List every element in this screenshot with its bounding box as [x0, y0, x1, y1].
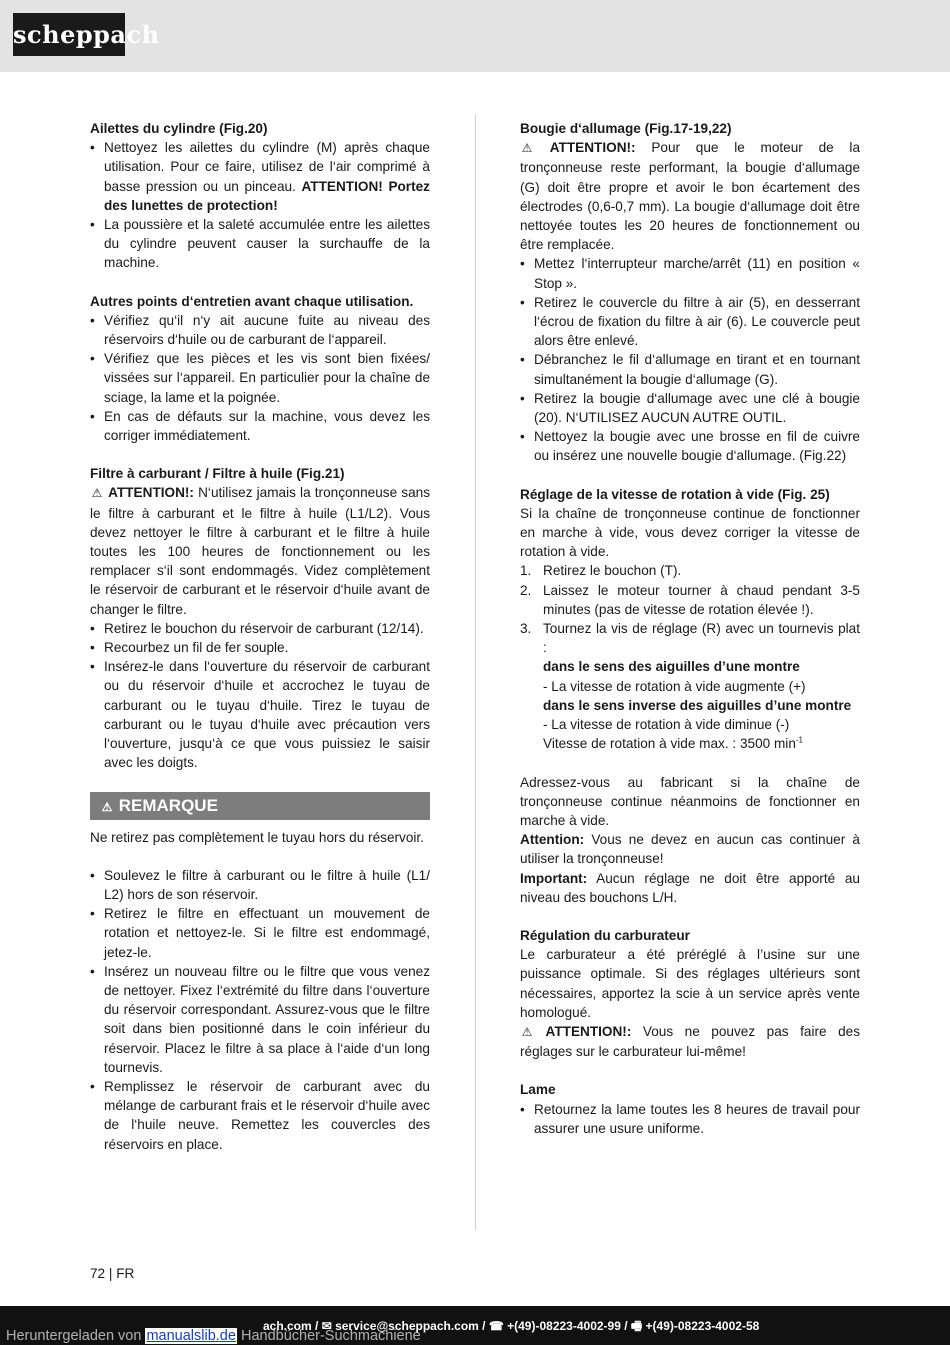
max-idle-speed-unit-exponent: -1 [795, 735, 804, 745]
warning-label: ATTENTION!: [549, 140, 636, 156]
list-item: • En cas de défauts sur la machine, vous devez les corriger immédiatement. [90, 407, 430, 445]
list-item: • La poussière et la saleté accumulée entre les ailettes du cylindre peuvent causer la surchauffe de la machine. [90, 215, 430, 273]
important-text: Aucun réglage ne doit être apporté au niveau des bouchons L/H. [520, 870, 860, 905]
list-item: • Nettoyez la bougie avec une brosse en fil de cuivre ou insérez une nouvelle bougie d‘allumage. (Fig.22) [520, 427, 860, 465]
max-idle-speed [520, 734, 860, 753]
list-item-text: Nettoyez les ailettes du cylindre (M) après chaque utilisation. Pour ce faire, utilisez de l‘air comprimé à basse pression ou un pinceau. [104, 140, 430, 194]
page-number-value: 72 [90, 1266, 106, 1281]
warning-triangle-icon: ⚠ [521, 1024, 533, 1039]
list-item: • Vérifiez que les pièces et les vis sont bien fixées/ vissées sur l‘appareil. En particulier pour la chaîne de sciage, la lame et la poignée. [90, 349, 430, 407]
important-label: Important: [520, 870, 588, 886]
remark-paragraph: Ne retirez pas complètement le tuyau hors du réservoir. [90, 829, 424, 845]
warning-triangle-icon: ⚠ [91, 486, 103, 501]
step-number: 1. [520, 563, 532, 579]
list-item: • Vérifiez qu‘il n‘y ait aucune fuite au niveau des réservoirs d‘huile ou de carburant de l‘appareil. [90, 311, 430, 349]
filter-paragraph [90, 483, 430, 618]
step-text: Laissez le moteur tourner à chaud pendant 3-5 minutes (pas de vitesse de rotation élevée !). [543, 582, 860, 617]
idle-speed-paragraph: Si la chaîne de tronçonneuse continue de fonctionner en marche à vide, vous devez corriger la vitesse de rotation à vide. [520, 505, 860, 560]
attention-text: Vous ne devez en aucun cas continuer à utiliser la tronçonneuse! [520, 832, 860, 867]
list-item: • Mettez l‘interrupteur marche/arrêt (11) en position « Stop ». [520, 254, 860, 292]
important-paragraph [520, 869, 860, 907]
step-text: Tournez la vis de réglage (R) avec un tournevis plat : [543, 621, 860, 656]
spark-plug-list [520, 254, 860, 465]
remark-title: REMARQUE [118, 795, 218, 815]
list-item: • Retirez le couvercle du filtre à air (5), en desserrant l‘écrou de fixation du filtre à air (6). Le couvercle peut alors être enlevé. [520, 293, 860, 351]
watermark-prefix: Heruntergeladen von [6, 1328, 146, 1344]
clockwise-label: dans le sens des aiguilles d’une montre [543, 659, 800, 675]
carburetor-paragraph: Le carburateur a été préréglé à l’usine sur une puissance optimale. Si des réglages ultérieurs sont nécessaires, apportez la scie à un service après vente homologué. [520, 947, 860, 1020]
spark-plug-paragraph [520, 138, 860, 254]
column-divider [475, 115, 476, 1230]
step-number: 2. [520, 582, 532, 598]
step-item [520, 619, 860, 657]
counterclockwise-label: dans le sens inverse des aiguilles d’une montre [543, 697, 852, 713]
section-title-filter: Filtre à carburant / Filtre à huile (Fig.21) [90, 466, 345, 482]
left-column [90, 119, 430, 1154]
clockwise-text: - La vitesse de rotation à vide augmente (+) [543, 678, 806, 694]
filter-list [90, 619, 430, 773]
right-column [520, 119, 860, 1138]
footer-bar [0, 1306, 950, 1345]
language-code: FR [116, 1266, 135, 1281]
max-idle-speed-text: Vitesse de rotation à vide max. : 3500 min [543, 736, 796, 752]
header-bar [0, 0, 950, 72]
step-item [520, 561, 860, 580]
list-item: • Recourbez un fil de fer souple. [90, 638, 430, 657]
paragraph-text: Pour que le moteur de la tronçonneuse reste performant, la bougie d‘allumage (G) doit être propre et avoir le bon écartement des électrodes (0,6-0,7 mm). La bougie d‘allumage doit être nettoyée toutes les 20 heures de fonctionnement ou être remplacée. [520, 140, 861, 253]
carburetor-warning [520, 1022, 860, 1061]
step-item [520, 581, 860, 619]
counterclockwise-text: - La vitesse de rotation à vide diminue (-) [543, 717, 790, 733]
section-title-blade: Lame [520, 1082, 556, 1098]
section-title-maintenance: Autres points d‘entretien avant chaque utilisation. [90, 293, 414, 309]
warning-text: Vous ne pouvez pas faire des réglages sur le carburateur lui-même! [520, 1023, 860, 1060]
list-item: • Soulevez le filtre à carburant ou le filtre à huile (L1/ L2) hors de son réservoir. [90, 866, 430, 904]
remark-banner [90, 792, 430, 820]
maintenance-list [90, 311, 430, 445]
section-title-spark-plug: Bougie d‘allumage (Fig.17-19,22) [520, 121, 732, 136]
remark-list [90, 866, 430, 1154]
section-title-idle-speed: Réglage de la vitesse de rotation à vide (Fig. 25) [520, 486, 830, 502]
download-watermark [6, 1328, 421, 1344]
manufacturer-paragraph: Adressez-vous au fabricant si la chaîne de tronçonneuse continue néanmoins de fonctionner en marche à vide. [520, 774, 860, 828]
warning-text: ATTENTION! Portez des lunettes de protection! [104, 178, 430, 213]
manualslib-link[interactable]: manualslib.de [146, 1328, 236, 1344]
section-title-carburetor: Régulation du carburateur [520, 927, 690, 943]
list-item: • Remplissez le réservoir de carburant avec du mélange de carburant frais et le réservoir d‘huile avec de l‘huile neuve. Remettez les couvercles des réservoirs en place. [90, 1077, 430, 1154]
page-number: 72 | FR [90, 1266, 135, 1281]
attention-paragraph [520, 830, 860, 868]
warning-label: ATTENTION!: [108, 485, 194, 501]
paragraph-text: N‘utilisez jamais la tronçonneuse sans le filtre à carburant et le filtre à huile (L1/L2). Vous devez nettoyer le filtre à carburant et le filtre à huile toutes les 100 heures de fonctionnement ou les remplacer s‘il sont endommagés. Videz complètement le réservoir de carburant et le réservoir d‘huile avant de changer le filtre. [90, 485, 430, 617]
warning-triangle-icon: ⚠ [101, 799, 113, 814]
list-item: • Insérez-le dans l‘ouverture du réservoir de carburant ou du réservoir d‘huile et accrochez le tuyau de carburant ou le tuyau d‘huile. Tirez le tuyau de carburant ou le tuyau d‘huile avec précaution vers l‘ouverture, jusqu‘à ce que vous puissiez le saisir avec les doigts. [90, 657, 430, 772]
step-text: Retirez le bouchon (T). [543, 563, 682, 579]
step-number: 3. [520, 621, 532, 637]
list-item: • Retournez la lame toutes les 8 heures de travail pour assurer une usure uniforme. [520, 1100, 860, 1138]
list-item [90, 138, 430, 215]
idle-speed-steps [520, 561, 860, 657]
watermark-suffix: Handbücher-Suchmachiene [236, 1328, 421, 1344]
cylinder-fins-list [90, 138, 430, 272]
list-item: • Retirez le filtre en effectuant un mouvement de rotation et nettoyez-le. Si le filtre est endommagé, jetez-le. [90, 904, 430, 962]
list-item: • Insérez un nouveau filtre ou le filtre que vous venez de nettoyer. Fixez l‘extrémité du filtre dans l‘ouverture du réservoir correspondant. Assurez-vous que le filtre soit dans bien positionné dans le coin inférieur du réservoir. Placez le filtre à sa place à l‘aide d‘un long tournevis. [90, 962, 430, 1077]
warning-label: ATTENTION!: [545, 1023, 632, 1039]
list-item: • Débranchez le fil d‘allumage en tirant et en tournant simultanément la bougie d‘allumage (G). [520, 350, 860, 388]
list-item: • Retirez le bouchon du réservoir de carburant (12/14). [90, 619, 430, 638]
brand-logo: scheppach [13, 13, 125, 56]
list-item: • Retirez la bougie d‘allumage avec une clé à bougie (20). N‘UTILISEZ AUCUN AUTRE OUTIL. [520, 389, 860, 427]
footer-contact: ach.com / ✉ service@scheppach.com / ☎ +(49)-08223-4002-99 / 🖷 +(49)-08223-4002-58 [263, 1319, 760, 1333]
section-title-cylinder-fins: Ailettes du cylindre (Fig.20) [90, 121, 268, 136]
warning-triangle-icon: ⚠ [521, 141, 533, 156]
attention-label: Attention: [520, 832, 585, 848]
blade-list [520, 1100, 860, 1138]
